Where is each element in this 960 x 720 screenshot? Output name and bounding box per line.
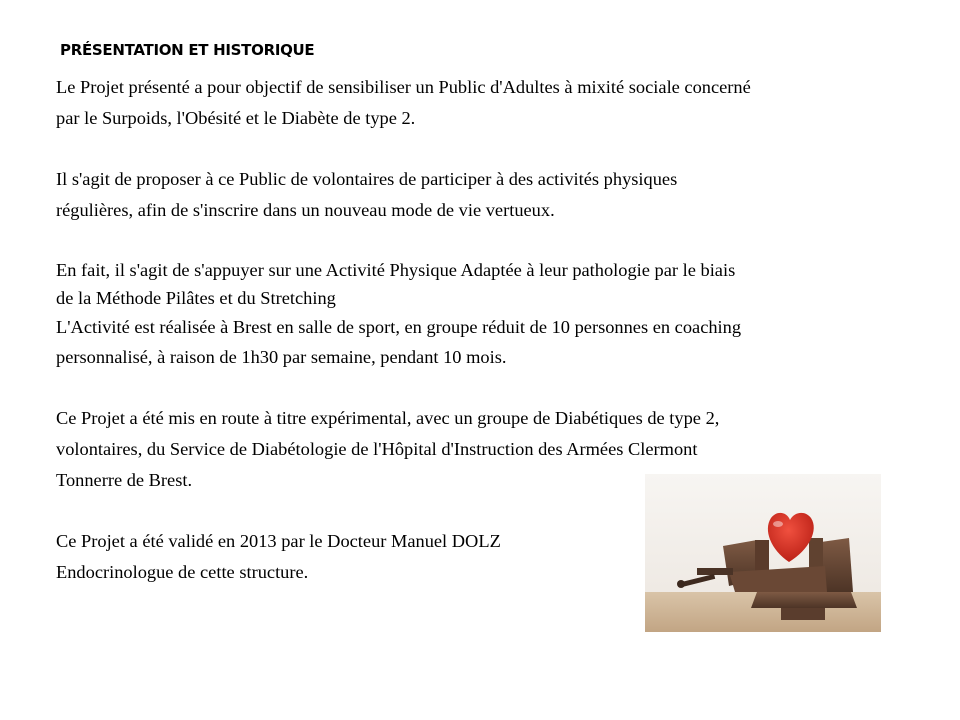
paragraph-3-line-1: En fait, il s'agit de s'appuyer sur une Activité Physique Adaptée à leur pathologie par le biais [56,260,736,280]
paragraph-5-line-1: Ce Projet a été validé en 2013 par le Docteur Manuel DOLZ [56,531,501,551]
heart-highlight [773,521,783,527]
vice-bench-clamp [781,608,825,620]
handle-knob [677,580,685,588]
paragraph-2-line-1: Il s'agit de proposer à ce Public de volontaires de participer à des activités physiques [56,169,678,189]
section-heading: PRÉSENTATION ET HISTORIQUE [60,41,315,59]
paragraph-4-line-3: Tonnerre de Brest. [56,470,193,490]
paragraph-1-line-2: par le Surpoids, l'Obésité et le Diabète de type 2. [56,108,416,128]
paragraph-4-line-2: volontaires, du Service de Diabétologie de l'Hôpital d'Instruction des Armées Clermont [56,439,698,459]
vice-screw [697,568,733,575]
paragraph-5-line-2: Endocrinologue de cette structure. [56,562,309,582]
paragraph-3-line-4: personnalisé, à raison de 1h30 par semaine, pendant 10 mois. [56,347,507,367]
paragraph-4-line-1: Ce Projet a été mis en route à titre expérimental, avec un groupe de Diabétiques de type 2, [56,408,720,428]
vice-base [751,592,857,608]
paragraph-3-line-2: de la Méthode Pilâtes et du Stretching [56,288,336,308]
paragraph-2-line-2: régulières, afin de s'inscrire dans un nouveau mode de vie vertueux. [56,200,555,220]
heart-in-vice-image [645,474,881,632]
paragraph-3-line-3: L'Activité est réalisée à Brest en salle de sport, en groupe réduit de 10 personnes en coaching [56,317,742,337]
paragraph-1-line-1: Le Projet présenté a pour objectif de sensibiliser un Public d'Adultes à mixité sociale concerné [56,77,751,97]
